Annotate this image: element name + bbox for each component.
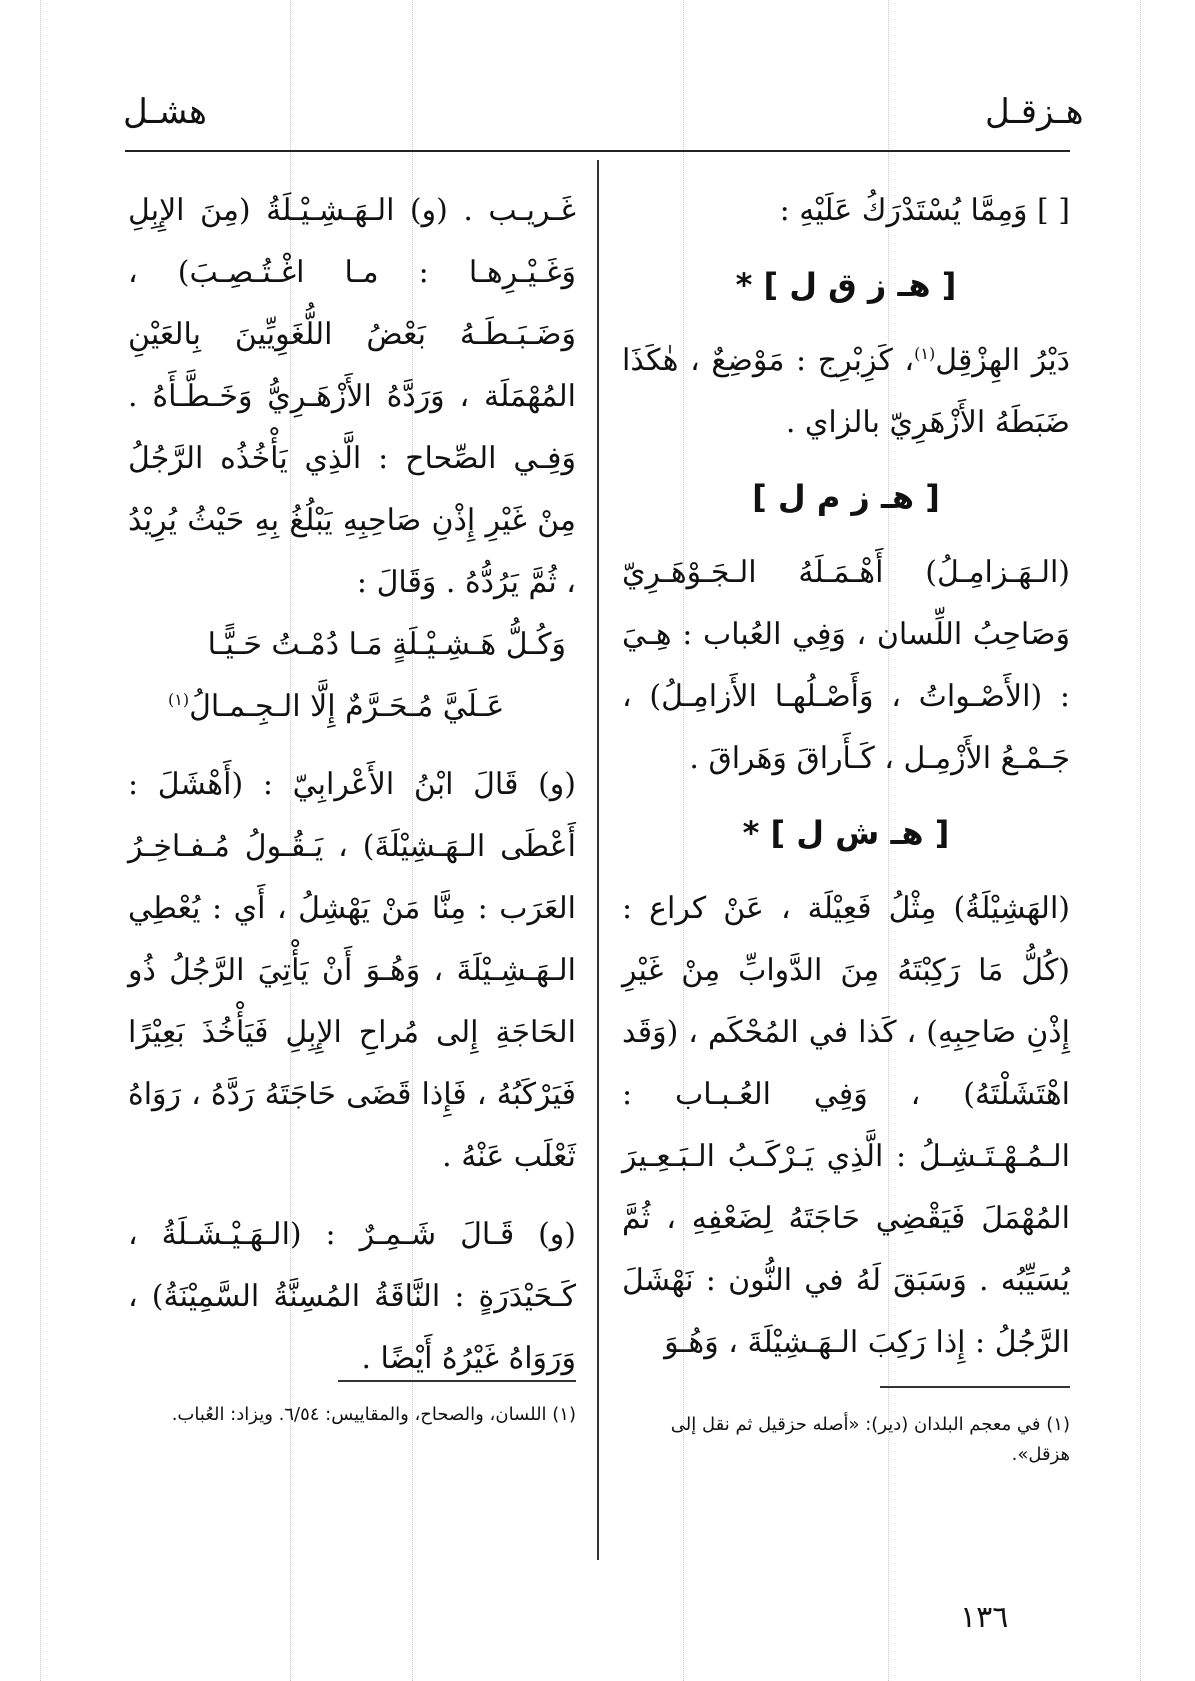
- entry-paragraph: (و) قَـالَ شَـمِـرٌ : (الـهَـيْـشَـلَةُ ، كَـحَيْدَرَةٍ : النَّاقَةُ المُسِنَّةُ السَّمِيْنَةُ) ، وَرَوَاهُ غَيْرُهُ أَيْضًا .: [128, 1217, 576, 1376]
- right-column: [622, 180, 1070, 1374]
- verse-line-1: وَكُـلُّ هَـشِـيْـلَةٍ مَـا دُمْـتُ حَـيًّـا: [207, 627, 566, 662]
- footnote-rule: [880, 1386, 1070, 1388]
- addendum-intro: [ ] وَمِمَّا يُسْتَدْرَكُ عَلَيْهِ :: [779, 193, 1070, 228]
- left-column: [128, 180, 576, 1390]
- column-divider: [597, 160, 599, 1560]
- scan-guide-line: [40, 0, 41, 1681]
- footnote-ref: (١): [168, 690, 190, 709]
- verse-line-2: [128, 676, 576, 738]
- running-header-right: هـزقـل: [985, 92, 1084, 132]
- footnote-ref: (١): [914, 344, 936, 363]
- footnote-right: (١) في معجم البلدان (دير): «أصله حزقيل ثم نقل إلى هزقل».: [670, 1414, 1070, 1465]
- scan-guide-line: [1140, 0, 1141, 1681]
- entry-paragraph: غَـريـب . (و) الـهَـشِـيْـلَةُ (مِنَ الإِبِلِ وَغَـيْـرِهـا : مـا اغْـتُـصِـبَ) ، وَضَـبَـطَـهُ بَعْضُ اللُّغَوِيِّينَ بِالعَيْنِ المُهْمَلَة ، وَرَدَّهُ الأَزْهَـرِيُّ وَخَـطَّـأَهُ . وَفِـي الصِّحاح : الَّذِي يَأْخُذُه الرَّجُلُ مِنْ غَيْرِ إِذْنِ صَاحِبِهِ يَبْلُغُ بِهِ حَيْثُ يُرِيْدُ ، ثُمَّ يَرُدُّهُ . وَقَالَ :: [128, 193, 576, 600]
- entry-paragraph: (الهَشِيْلَةُ) مِثْلُ فَعِيْلَة ، عَنْ كراع : (كُلُّ مَا رَكِبْتَهُ مِنَ الدَّوابِّ مِنْ غَيْرِ إِذْنِ صَاحِبِهِ) ، كَذا في المُحْكَم ، (وَقَد اهْتَشَلْتَهُ) ، وَفِي العُـبـاب : الـمُـهْـتَـشِـلُ : الَّذِي يَـرْكَـبُ الـبَـعِـيرَ المُهْمَلَ فَيَقْضِي حَاجَتَهُ لِضَعْفِهِ ، ثُمَّ يُسَيِّبُه . وَسَبَقَ لَهُ في النُّون : نَهْشَلَ الرَّجُلُ : إِذا رَكِبَ الـهَـشِيْلَةَ ، وَهُـوَ: [622, 891, 1070, 1360]
- running-header-left: هشـل: [123, 92, 207, 132]
- footnote-rule: [338, 1380, 576, 1382]
- entry-text: ، كَزِبْرِج : مَوْضِعٌ ، هٰكَذَا ضَبَطَهُ الأَزْهَرِيّ بالزاي .: [622, 343, 1070, 440]
- entry-heading-hzql: [ هـ ز ق ل ] *: [735, 266, 957, 304]
- entry-heading-hzml: [ هـ ز م ل ]: [752, 478, 940, 516]
- entry-paragraph: (الـهَـزامِـلُ) أَهْـمَـلَهُ الـجَـوْهَـرِيّ وَصَاحِبُ اللِّسان ، وَفِي العُباب : هِـيَ : (الأَصْـواتُ ، وَأَصْـلُهـا الأَزامِـلُ) ، جَـمْـعُ الأَزْمِـل ، كَـأَراقَ وَهَراقَ .: [622, 555, 1070, 776]
- footnote-left: (١) اللسان، والصحاح، والمقاييس: ٦/٥٤. ويزاد: العُباب.: [171, 1404, 576, 1425]
- verse-text: عَـلَيَّ مُـحَـرَّمٌ إِلَّا الـجِـمـالُ: [189, 689, 505, 724]
- header-rule: [125, 150, 1070, 152]
- entry-heading-hshl: [ هـ ش ل ] *: [742, 814, 950, 852]
- entry-paragraph: (و) قَالَ ابْنُ الأَعْرابِيّ : (أَهْشَلَ : أَعْطَى الـهَـشِيْلَةَ) ، يَـقُـولُ مُـفـاخِـرُ العَرَب : مِنَّا مَنْ يَهْشِلُ ، أَي : يُعْطِي الـهَـشِـيْلَةَ ، وَهُـوَ أَنْ يَأْتِيَ الرَّجُلُ ذُو الحَاجَةِ إِلى مُراحِ الإِبِلِ فَيَأْخُذَ بَعِيْرًا فَيَرْكَبُهُ ، فَإِذا قَضَى حَاجَتَهُ رَدَّهُ ، رَوَاهُ ثَعْلَب عَنْهُ .: [128, 767, 576, 1174]
- page-number: ١٣٦: [960, 1600, 1009, 1635]
- entry-text: دَيْرُ الهِزْقِل: [935, 343, 1071, 378]
- entry-paragraph: [622, 330, 1070, 454]
